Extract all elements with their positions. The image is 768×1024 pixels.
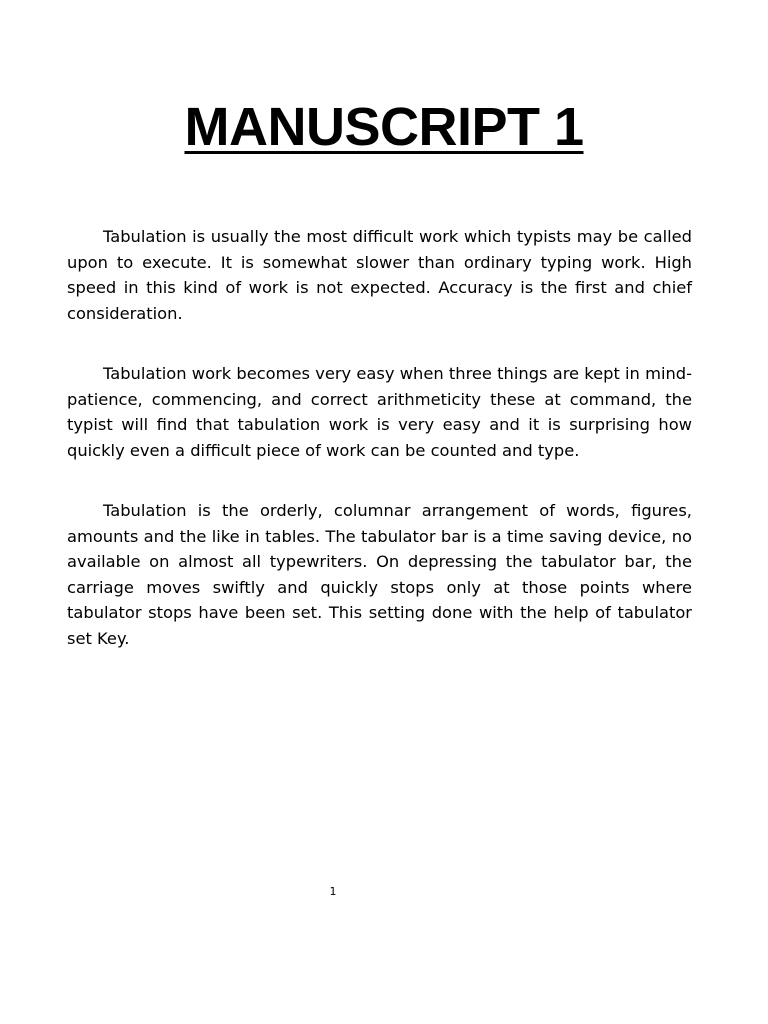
page-number: 1 bbox=[329, 885, 337, 898]
page-title-text: MANUSCRIPT 1 bbox=[184, 97, 584, 157]
paragraph-1: Tabulation is usually the most difficult work which typists may be called upon to execute. It is somewhat slower than ordinary typing work. High speed in this kind of work is not expected. Accuracy is the first and chief consideration. bbox=[67, 227, 692, 323]
body-text bbox=[67, 224, 692, 651]
paragraph-2: Tabulation work becomes very easy when three things are kept in mind- patience, commencing, and correct arithmeticity these at command, the typist will find that tabulation work is very easy and it is surprising how quickly even a difficult piece of work can be counted and type. bbox=[67, 364, 692, 460]
page-title bbox=[0, 92, 768, 162]
paragraph-3: Tabulation is the orderly, columnar arrangement of words, figures, amounts and the like in tables. The tabulator bar is a time saving device, no available on almost all typewriters. On depressing the tabulator bar, the carriage moves swiftly and quickly stops only at those points where tabulator stops have been set. This setting done with the help of tabulator set Key. bbox=[67, 501, 692, 648]
